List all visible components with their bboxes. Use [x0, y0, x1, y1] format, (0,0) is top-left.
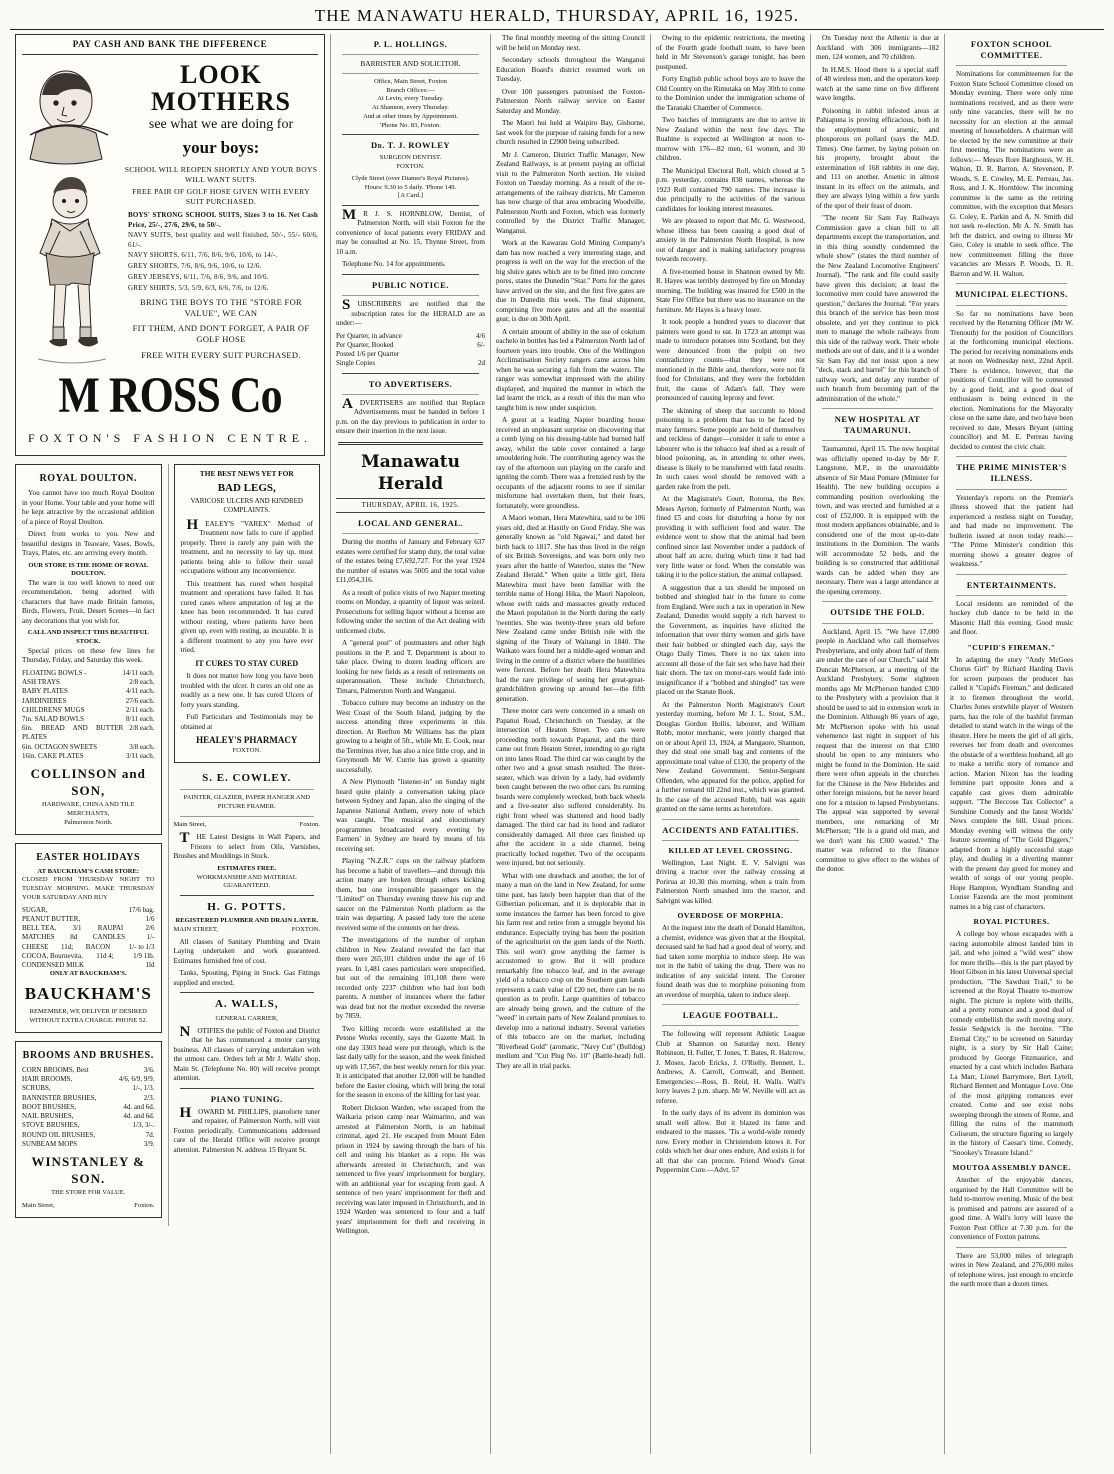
- price-label: CONDENSED MILK: [22, 960, 85, 969]
- ad-item: GREY SHIRTS, 5/3, 5/9, 6/3, 6/6, 7/6, to 12/6.: [128, 283, 269, 292]
- news-paragraph: Poisoning in rabbit infested areas at Pahiapuna is proving efficacious, both in the employment of arsenic, and phosporous on pollard (says the M.D. Times). One farmer, by laying poison on his property, brought about the extermination of 168 rabbits in one day, and 111 on another. Arsenic in almost instant in its effect on the animals, and they are always lying within a few yards of the spot of their feast of doom.: [816, 106, 939, 210]
- news-paragraph: At the Palmerston North Magistrate's Court yesterday morning, before Mr J. L. Stout, S.M., Douglas Gordon Hollis, labourer, and William Robb, motor mechanic, were jointly charged that on or about April 13, 1924, at Mangaore, Shannon, they did steal one small bag and contents of the approximate total value of £130, the property of the New Zealand Government. Senior-Sergeant Offenden, who appeared for the police, applied for a further remand till 22nd inst., which was granted. In the case of the accused Robb, bail was again granted on the same terms as heretofore.: [656, 700, 805, 813]
- price-label: 16in. CAKE PLATES: [22, 751, 84, 760]
- price-label: MATCHES: [22, 933, 55, 942]
- local-and-general-head: LOCAL AND GENERAL.: [357, 517, 464, 528]
- morphia-body: At the inquest into the death of Donald Hamilton, a chemist, evidence was given that at the Hospital, deceased said he had had a good deal of worry, and had taken some morphia to induce sleep. He was not in the habit of taking the drug. There was no indication of any suicidal intent. The Coroner found death was due to morphine poisoning from an overdose of morphia, taken to induce sleep.: [656, 924, 805, 999]
- healeys-p1: HEALEY'S "VAREX" Method of Treatment now fails to cure if applied properly. There is rarely any pain with the treatment, and no necessity to lay up, most patients being able to follow their usual occupations without any inconvenience.: [180, 516, 313, 576]
- price-value: 1/9 1lb.: [133, 951, 155, 960]
- price-value: 4/11 each.: [125, 687, 155, 696]
- news-paragraph: In H.M.S. Hood there is a special staff of 48 wireless men, and the operators keep watch at the same time on five different wave lengths.: [816, 65, 939, 102]
- doulton-sub-2: CALL AND INSPECT THIS BEAUTIFUL STOCK.: [27, 629, 149, 646]
- outside-the-fold-head: OUTSIDE THE FOLD.: [830, 607, 925, 618]
- news-paragraph: A suggestion that a tax should be imposed on bobbed and shingled hair in the future to come from England. Were such a tax in operation in New Zealand, Dunedin would supply a rich harvest to the Government, as inquiries have elicited the information that over thirty women and girls have their hair bobbed or shingled each day, says the Otago Daily Times. There is no tax taken into account all those of the fair sex who have had their hair shorn. The tax on motor-cars would fade into insignificance if a "bobbed and shingled" tax were placed on the Statute Book.: [656, 583, 805, 696]
- news-paragraph: Two batches of immigrants are due to arrive in New Zealand within the next few days. The Ruahine is expected at Wellington at noon to-morrow with 176—82 men, 61 women, and 30 children.: [656, 116, 805, 162]
- price-row: [22, 924, 155, 933]
- price-label: JARDINIERES: [22, 696, 67, 705]
- herald-dateline: THURSDAY, APRIL 16, 1925.: [336, 498, 485, 513]
- price-value: 3/6.: [143, 1065, 155, 1074]
- rate-label: Per Quarter, in advance: [336, 331, 402, 340]
- hollings-line: At Levin, every Tuesday.: [377, 95, 444, 103]
- rate-value: [479, 350, 485, 359]
- price-value: 3/9.: [143, 1139, 155, 1148]
- price-value: 1/-: [146, 933, 155, 942]
- ad-mross: [15, 34, 325, 456]
- mross-logo: [22, 367, 318, 447]
- ad-line-1: SCHOOL WILL REOPEN SHORTLY AND YOUR BOYS WILL WANT SUITS.: [124, 165, 318, 185]
- price-label: 7in. SALAD BOWLS: [22, 714, 85, 723]
- price-mid2: RAUPAI: [97, 924, 124, 933]
- news-paragraph: At the Magistrate's Court, Rotorua, the Rev. Meses Ayrton, formerly of Palmerston North, was fined £5 and costs for disturbing a horse by not providing it with sufficient food and water. The evidence went to show that the animal had been confined since last November under a paddock of about half an acre, during which time it had had very little water or food. When the constable was taking it to the police station, the animal collapsed.: [656, 495, 805, 579]
- ad-item: GREY SHORTS, 7/6, 8/6, 9/6, 10/6, to 12/6.: [128, 262, 262, 271]
- rowley-card: [A Card.]: [398, 192, 423, 200]
- price-row: [22, 1075, 155, 1084]
- cupids-fireman-body: In adapting the story "Andy McGees Chorus Girl" by Richard Harding Davis for screen purposes the producer has called it "Cupid's Fireman," and dedicated it to firemen throughout the world. Charles Jones erstwhile player of Western parts, has the role of the bashful fireman detailed to stand watch in the wings of the theatre. Here he meets the girl of all girls, reverses her from death and overcomes the obstacle of a worthless husband, all go to make a terrific story of romance and action. Marion Nixon has the leading feminine part opposite Jones and a capable cast gives them admirable support. "The Beccose Tax Collector" a Sunshine Comedy and the latest Worlds' News complete the bill. Usual prices. Monday evening will witness the only feature screening of "The Gold Diggers," adapted from a highly successful stage play, and dealing in a diverting manner with the present day greed for money and wealth of songs of our young people. Hope Hampton, Wyndham Standing and Louise Fazenda are the most prominent names in a big cast of characters.: [950, 655, 1073, 911]
- healeys-bad-legs: BAD LEGS,: [217, 481, 276, 494]
- price-label: SUNBEAM MOPS: [22, 1139, 78, 1148]
- news-paragraph: On Tuesday next the Athenic is due at Auckland with 306 immigrants—182 men, 124 women, and 70 children.: [816, 34, 939, 61]
- hollings-line: And at other times by Appointment.: [363, 112, 458, 120]
- hollings-line: Office, Main Street, Foxton: [374, 77, 447, 85]
- healeys-p5: Full Particulars and Testimonials may be obtained at: [180, 713, 313, 731]
- ad-closing-1: BRING THE BOYS TO THE "STORE FOR VALUE", WE CAN: [139, 296, 302, 319]
- price-row: [22, 1140, 155, 1149]
- price-label: SCRUBS,: [22, 1084, 51, 1093]
- level-crossing-body: Wellington, Last Night. E. V. Salvigni was driving a tractor over the railway crossing at Porirua at 10.30 this morning, when a train from Palmerston North smashed into the tractor, and Salvigni was killed.: [656, 858, 805, 905]
- price-mid: 8d: [70, 933, 78, 942]
- rate-row: [336, 341, 485, 350]
- news-paragraph: It took people a hundred years to discover that painters were good to eat. In 1723 an attempt was made to introduce potatoes into Scotland, but they were denounced from the pulpit on two contradictory counts—that they were not mentioned in the Bible and, therefore, were not fit food for Christians, and they were the forbidden fruit, the cause of Adam's fall. They were pronounced of causing leprosy and fever.: [656, 318, 805, 402]
- price-label: ASH TRAYS: [22, 678, 60, 687]
- hollings-sub: BARRISTER AND SOLICITOR.: [360, 59, 461, 69]
- price-row: [22, 933, 155, 942]
- price-label: BABY PLATES: [22, 687, 68, 696]
- price-row: [22, 715, 155, 724]
- address-right: Foxton.: [299, 820, 320, 828]
- cupids-fireman-head: "CUPID'S FIREMAN.": [967, 642, 1056, 652]
- easter-sub: AT BAUCKHAM'S CASH STORE:: [37, 867, 140, 875]
- news-paragraph: Playing "N.Z.R." cups on the railway platform has become a habit of travellers—and through this action many are broken through others kicking them, but one irresponsible passenger on the "Limited" on Thursday evening threw his cup and saucer on the Palmerston North platform as the train was departing. A passed lady tore the scene received some of the contents on her dress.: [336, 857, 485, 932]
- public-notice-body: SUBSCRIBERS are notified that the subscription rates for the HERALD are as under:—: [336, 297, 485, 328]
- news-paragraph: Secondary schools throughout the Wanganui Education Board's district resumed work on Tuesday.: [496, 56, 645, 83]
- rate-label: Single Copies: [336, 359, 376, 368]
- news-paragraph: Three motor cars were concerned in a smash on Papanui Road, Christchurch on Tuesday, at the intersection of Heaton Street. Two cars were proceeding north towards Papanui, and the third came out from Heaton Street, intending to go right on into lanes Road. The third car was caught by the other two and a great smash resulted. The three-seater, which was driven by a lady, had evidently been caught between the two other cars. Its running boards were completely wrecked, both back wheels and a five-seater also suffered considerably. Its right front wheel was shattered and hood badly damaged. The third car had its hood and radiator considerably damaged. All three cars finished up after the accident in a side channel, being practically locked together. Two of the occupants were injured, but not seriously.: [496, 707, 645, 867]
- rowley-hours: Hours: 9.30 to 5 daily. 'Phone 149.: [364, 183, 457, 191]
- winstanley-sub: THE STORE FOR VALUE.: [51, 1189, 126, 1197]
- column-7: [944, 34, 1078, 1454]
- potts-address: [174, 926, 321, 935]
- collinson-town: Palmerston North.: [64, 818, 113, 826]
- news-paragraph: A "general post" of postmasters and other high positions in the P. and T. Department is about to take place. Owing to dozen leading officers are looking for new fields as a result of retirements on superannuation. These include Christchurch, Timaru, Palmerston North and Wanganui.: [336, 639, 485, 695]
- price-row: [22, 961, 155, 970]
- to-advertisers-head: TO ADVERTISERS.: [368, 378, 453, 389]
- ad-subline-2: your boys:: [182, 137, 260, 157]
- new-hospital-head: NEW HOSPITAL AT TAUMARUNUI.: [834, 414, 921, 436]
- price-label: ROUND OIL BRUSHES,: [22, 1130, 96, 1139]
- royal-pictures-head: ROYAL PICTURES.: [973, 917, 1050, 927]
- doulton-title: ROYAL DOULTON.: [39, 472, 137, 484]
- price-label: BANNISTER BRUSHES,: [22, 1093, 97, 1102]
- rate-value: 4/6: [476, 331, 485, 340]
- news-paragraph: Mr J. Cameron, District Traffic Manager, New Zealand Railways, is at present paying an official visit to the Palmerston North section. He visited Foxton on Tuesday morning. As a result of the re-arrangements of the railway districts, Mr Cameron has now charge of that area embracing Woodville, Palmerston North and Foxton, which was formerly controlled by the District Traffic Manager, Wanganui.: [496, 150, 645, 235]
- price-value: 2/8 each.: [129, 678, 155, 687]
- hollings-line: At Shannon, every Thursday.: [372, 104, 449, 112]
- price-value: 1/6: [145, 914, 155, 923]
- news-paragraph: What with one drawback and another, the lot of many a man on the land in New Zealand, for some time past, has lately been happier than that of the Gilbertian policeman, and it is deplorable that in some instances the farmer has been forced to give his farm rest and retire from a struggle beyond his endurance. Especially trying has been the position of the agriculturist on the gum lands of the North. This soil won't grow anything the farmer is accustomed to grow. But it will produce remarkably fine tobacco leaf, and in the average yield of a tobacco crop on the Southern gum lands represents a cash value of £20 net, there can be no question as to profit. Large quantities of tobacco are already being grown, and the culture of the "weed" in certain parts of New Zealand promises to develop into a national industry. Several varieties of this tobacco are on the market, including "Riverhead Gold" (aromatic, "Navy Cut" (Bulldog) medium and "Cut Plug No. 10" (Battle-head) full. They are all in trial packs.: [496, 871, 645, 1070]
- price-label: PEANUT BUTTER,: [22, 914, 81, 923]
- ad-subline: see what we are doing for: [148, 117, 294, 133]
- moutoa-dance-head: MOUTOA ASSEMBLY DANCE.: [952, 1163, 1071, 1173]
- news-paragraph: During the months of January and February 637 estates were certified for stamp duty, the total value of the estates being £7,692,727. For the year 1924 the number of estates was 5005 and the total value £11,054,316.: [336, 538, 485, 585]
- price-value: 2/3.: [143, 1093, 155, 1102]
- news-paragraph: The final monthly meeting of the sitting Council will be held on Monday next.: [496, 34, 645, 52]
- news-paragraph: "The recent Sir Sam Fay Railways Commission gave a clean bill to all departments except the transportation, and in this thing soundly condemned the whole show" (states the third number of the New Zealand Locomotive Engineers' Journal). "The rank and file could easily have given this decision; at least the locomotive men could have answered the question," declares the Journal. "For years this branch of the service has been most obsolete, and yet they continue to pick men to manage the whole railways from this side of the railway work. Their whole methods are out of date, and it is a wonder Sir Sam Fay did not insist upon a new "deck, stack and barrel" for this branch of railway work, and delay any number of such branch from becoming part of the administration of the whole.": [816, 214, 939, 403]
- price-row: [22, 678, 155, 687]
- royal-pictures-body: A college boy whose escapades with a racing automobile almost landed him in jail, and who joined a "wild west" show for more thrills—this is the part played by Hoot Gibson in his latest Universal special production, "The Sawdust Trail," to be screened at the Royal Theatre to-morrow night. The picture is replete with thrills, and a pretty romance and a good deal of comedy embellish the swift moving story. Jessie Sedgwick is the heroine. "The Eternal City," to be screened on Saturday night, is a story by Sir Hall Caine; produced by George Fitzmaurice, and enacted by a cast which includes Barbara La Marr, Lionel Barrymore, Bert Lytell, Richard Bennett and Montague Love. One of the most gripping romances ever created. Come and see exist nobs sweeping through the streets of Rome, and filling the ruins of the mammoth Coliseum, the structure figuring so largely in the history of Caesar's time. Comedy, "Snookey's Treasure Island.": [950, 930, 1073, 1157]
- walls-name: A. WALLS,: [214, 998, 279, 1011]
- news-paragraph: The investigations of the number of orphan children in New Zealand revealed the fact that there were 265,101 children under the age of 16 years. In 1,481 cases particulars were unspecified, but out of the remaining 101,108 there were recorded only 2237 children who had lost both parents. A number of instances where the father was dead but not the mother exceeded the reverse by 7859.: [336, 936, 485, 1021]
- winstanley-address: [22, 1202, 155, 1211]
- price-label: SUGAR,: [22, 905, 48, 914]
- cowley-estimates: ESTIMATES FREE.: [217, 864, 277, 872]
- price-value: 1/- to 1/3: [128, 942, 155, 951]
- doulton-sub-1: OUR STORE IS THE HOME OF ROYAL DOULTON.: [28, 561, 149, 578]
- doulton-p1: You cannot have too much Royal Doulton in your Home. Your table and your home will be kept attractive by the occasional addition of a piece of Royal Doulton.: [22, 489, 155, 526]
- municipal-elections-head: MUNICIPAL ELECTIONS.: [955, 289, 1068, 300]
- price-mid: 11d 4;: [96, 951, 114, 960]
- price-value: 2/11 each.: [125, 705, 155, 714]
- ad-healeys-varex: [174, 464, 321, 763]
- hornblow-notice: MR J. S. HORNBLOW, Dentist, of Palmerston North, will visit Foxton for the convenience of local patients every FRIDAY and may be consulted at No. 15, Thynne Street, from 10 a.m.: [336, 206, 485, 256]
- ad-item: NAVY SUITS, best quality and well finished, 50/-, 55/- 60/6, 61/-.: [128, 231, 318, 249]
- league-football-head: LEAGUE FOOTBALL.: [682, 1010, 779, 1021]
- cowley-name: S. E. COWLEY.: [202, 771, 292, 784]
- price-mid2: CANDLES: [92, 933, 126, 942]
- mross-logo-sub: FOXTON'S FASHION CENTRE.: [27, 430, 313, 445]
- piano-body: HOWARD M. PHILLIPS, pianoforte tuner and repairer, of Palmerston North, will visit Foxton periodically. Communications addressed care of the Herald Office will receive prompt attention. Palmerston N. address 15 Bryant St.: [173, 1104, 320, 1154]
- price-value: 1/3, 3/-.: [132, 1121, 155, 1130]
- mross-logo-text: M ROSS Co: [58, 367, 282, 424]
- news-paragraph: Over 100 passengers patronised the Foxton-Palmerston North railway service on Easter Saturday and Monday.: [496, 87, 645, 115]
- level-crossing-head: KILLED AT LEVEL CROSSING.: [668, 845, 793, 855]
- public-notice-head: PUBLIC NOTICE.: [372, 279, 449, 290]
- price-value: 1ld: [145, 960, 155, 969]
- foxton-school-committee-body: Nominations for committeemen for the Foxton State School Committee closed on Monday evening. There were only nine nominations received, and as there were only nine vacancies, there will be no necessity for an election at the annual meeting of householders. A chairman will be elected by the new committee at their first meeting. The nominations were as follows:— Messrs Rore Barghouss, W. H. Walton, D. R. Barron, A. Stevenson, P. Woods, S. E. Cowley, M. E. Perreau, Jas. Ross, and J. K. Hornblow. The incoming committee is the same as the retiring committee, with the exception that Messrs G. Coley, E. Parkin and A. N. Smith did not seek re-election. Mr A. N. Smith has left the district, and owing to illness Mr Geo. Coley is unable to seek office. The new committeemen filling the three vacancies are Messrs P. Woods, D. R. Barron and W. H. Walton.: [950, 70, 1073, 278]
- price-label: COCOA, Bournevita,: [22, 951, 83, 960]
- to-advertisers-body: ADVERTISERS are notified that Replace Advertisements must be handed in before 1 p.m. on the day previous to publication in order to ensure their insertion in the next issue.: [336, 395, 485, 436]
- price-value: 17/6 bag.: [128, 905, 155, 914]
- price-label: STOVE BRUSHES,: [22, 1121, 80, 1130]
- price-row: [22, 952, 155, 961]
- ad-item: NAVY SHORTS, 6/11, 7/6, 8/6, 9/6, 10/6, to 14/-.: [128, 251, 278, 260]
- price-row: [22, 724, 155, 742]
- news-paragraph: A guest at a leading Napier boarding house received an unpleasant surprise on discovering that a comb lying on his dressing-table had burned half away, whilst the table cover contained a large smouldering hole. The contributing agency was the ray of the afternoon sun playing on the carafe and igniting the comb. There was a frenzied rush by the occupants of the adjacent rooms to see if similar misfortune had overtaken them, but their fears, fortunately, were groundless.: [496, 416, 645, 510]
- price-value: 7d.: [145, 1130, 155, 1139]
- price-value: 2/8 each.: [129, 724, 155, 733]
- outside-the-fold-body: Auckland, April 15. "We have 17,000 people in Auckland who call themselves Presbyterians, and only about half of them are under the care of our Church," said Mr Duncan McPherson, at a meeting of the Auckland Presbytery. Some eighteen months ago Mr McPherson handed £300 to the Presbytery with a provision that it should be used to aid in extension work in the Dominion. Although 86 years of age, Mr McPherson spoke with his usual vehemence last night in support of his request that the interest on that £300 should be open to any ministers who might be found in the Dominion. He said there were often appeals in the churches for the Chinese in the New Hebrides and other foreign missions, but he never heard one for a mission to lapsed Presbyterians. The appeal was supported by several members, one remarking of Mr McPherson; "He is a grand old man, and we don't want his £300 wasted." The matter was referred to the finance committee to give effect to the wishes of the donor.: [816, 627, 939, 874]
- bauckhams-name: BAUCKHAM'S: [24, 983, 152, 1003]
- potts-body-2: Tanks, Spouting, Piping in Stock. Gas Fittings supplied and erected.: [173, 969, 320, 987]
- address-right: Foxton.: [134, 1202, 155, 1210]
- news-paragraph: The skinning of sheep that succumb to blood poisoning is a problem that has to be faced by many farmers. Some people are bold of themselves and reckless of danger—consider it safe to enter a labourer who is the tobacco leaf shed as a result of blood poisoning, as, in attending to other ewes, disease is likely to be transferred with fatal results. In such cases wool should be removed with a garden rake from the pelt.: [656, 406, 805, 491]
- price-row: [22, 743, 155, 752]
- price-value: 3/8 each.: [129, 742, 155, 751]
- rowley-town: FOXTON.: [396, 163, 425, 171]
- subscription-rates: [336, 332, 485, 369]
- price-label: BELL TEA,: [22, 924, 57, 933]
- boy-illustration: [22, 59, 118, 363]
- hollings-head: P. L. HOLLINGS.: [373, 39, 448, 49]
- news-paragraph: Two killing records were established at the Petone Works recently, says the Gazette Mail. In one day 3303 head were put through, which is the last daily tally for the season, and the week finished up with 17,567, the best weekly return for this year. It is anticipated that another 12,000 will be handled before the Easter closing, which will bring the total for the season in excess of the killing for last year.: [336, 1024, 485, 1100]
- ad-item: GREY JERSEYS, 6/11, 7/6, 8/6, 9/6, and 10/6.: [128, 272, 269, 281]
- ad-brooms-brushes: [15, 1041, 162, 1218]
- price-row: [22, 906, 155, 915]
- price-row: [22, 943, 155, 952]
- news-paragraph: A five-roomed house in Shannon owned by Mr. R. Hayes was terribly destroyed by fire on Monday morning. The building was insured for £500 in the State Fire Office but there was no insurance on the furniture. Mr Hayes is a heavy loser.: [656, 267, 805, 314]
- rate-row: [336, 332, 485, 341]
- pay-cash-banner: PAY CASH AND BANK THE DIFFERENCE: [22, 39, 318, 55]
- news-paragraph: Forty English public school boys are to leave the Old Country on the Rimutaka on May 30th to come to the Dominion under the immigration scheme of the Taranaki Chamber of Commerce.: [656, 75, 805, 112]
- price-row: [22, 697, 155, 706]
- price-label: 6in. BREAD AND BUTTER PLATES: [22, 724, 124, 742]
- news-paragraph: We are pleased to report that Mr. G. Westwood, whose illness has been causing a good deal of anxiety in the Palmerston North Hospital, is now out of danger and is making satisfactory progress towards recovery.: [656, 217, 805, 263]
- healeys-news-head: THE BEST NEWS YET FOR: [199, 468, 294, 478]
- easter-line: CLOSED FROM THURSDAY NIGHT TO TUESDAY MORNING. MAKE THURSDAY YOUR SATURDAY AND BUY: [22, 876, 155, 901]
- price-value: 14/11 each.: [122, 668, 155, 677]
- price-row: [22, 1112, 155, 1121]
- rowley-head: Dr. T. J. ROWLEY: [370, 140, 451, 151]
- healeys-p4: It does not matter how long you have been troubled with the ulcer. It cures an old one as readily as a new one. It has cured Ulcers of forty years standing.: [180, 672, 313, 709]
- easter-price-list: [22, 906, 155, 971]
- news-paragraph: A New Plymouth "listener-in" on Sunday night heard quite plainly a conversation taking place between Sydney and Japan, also the singing of the Japanese National Anthem, every note of which was caught. The musical and elocutionary programmes broadcasted every evening by Farmers' in Sydney are heard by means of his receiving set.: [336, 778, 485, 853]
- ad-easter-holidays: [15, 843, 162, 1033]
- price-label: BOOT BRUSHES,: [22, 1102, 76, 1111]
- rate-value: 2d: [478, 359, 485, 368]
- column-3: [330, 34, 490, 1454]
- morphia-head: OVERDOSE OF MORPHIA.: [677, 911, 784, 921]
- entertainments-head: ENTERTAINMENTS.: [966, 579, 1057, 590]
- cowley-guarantee: WORKMANSHIP AND MATERIAL GUARANTEED.: [196, 873, 297, 890]
- doulton-price-list: [22, 669, 155, 761]
- brooms-price-list: [22, 1066, 155, 1149]
- price-row: [22, 687, 155, 696]
- column-1: [10, 34, 330, 1454]
- price-row: [22, 1094, 155, 1103]
- price-label: HAIR BROOMS,: [22, 1075, 73, 1084]
- price-mid2: BACON: [85, 942, 111, 951]
- cowley-sub: PAINTER, GLAZIER, PAPER HANGER AND PICTURE FRAMER.: [183, 794, 311, 810]
- price-row: [22, 1084, 155, 1093]
- price-value: 4d. and 6d.: [123, 1112, 155, 1121]
- news-paragraph: Robert Dickson Warden, who escaped from the Waikaria prison camp near Waimarino, and was arrested at Palmerston North, is an habitual criminal, aged 21. He escaped from Mount Eden prison in 1924 by sawing through the bars of his cell and using his blanket as a rope. He was afterwards arrested in Christchurch, and was sentenced to five years' imprisonment for burglary, with an additional year for escaping from gaol. A sentence of two years' imprisonment for theft and receiving was later imposed in Christchurch, and in 1924 Warden was sentenced to four and a half years' imprisonment for theft and receiving in Wellington.: [336, 1103, 485, 1236]
- entertainments-body: Local residents are reminded of the hockey club dance to be held in the Masonic Hall this evening. Good music and floor.: [950, 599, 1073, 637]
- price-label: CHEESE: [22, 942, 49, 951]
- moutoa-dance-body: Another of the enjoyable dances, organised by the Hall Committee will be held to-morrow evening. Music of the best is promised and patrons are assured of a good time. A Wall's lorry will leave the Foxton Post Office at 7.30 p.m. for the convenience of Foxton patrons.: [950, 1176, 1073, 1242]
- column-5: [650, 34, 810, 1454]
- cowley-p1: THE Latest Designs in Wall Papers, and Friezes to select from Oils, Varnishes, Brushes and Mouldings in Stock.: [173, 830, 320, 861]
- potts-sub: REGISTERED PLUMBER AND DRAIN LAYER.: [175, 917, 318, 925]
- new-hospital-body: Taumarunui, April 15. The new hospital was officially opened to-day by Mr F. Langstone, M.P., in the unavoidable absence of Sir Maui Pomare (Minister for Health). The new building occupies a commanding position overlooking the town, and was erected and furnished at a cost of £52,000. It is equipped with the most modern appliances obtainable, and is considered one of the most up-to-date institutions in the Dominion. The wards will accommodate 52 beds, and the building is so constructed that additional wards can be added when they are necessary. There was a large attendance at the opening ceremony.: [816, 445, 939, 596]
- pm-illness-head: THE PRIME MINISTER'S ILLNESS.: [956, 462, 1067, 484]
- rate-label: Per Quarter, Booked: [336, 340, 394, 349]
- cowley-address: [174, 821, 321, 830]
- price-label: CHILDRENS' MUGS: [22, 705, 85, 714]
- price-label: FLOATING BOWLS -: [22, 668, 87, 677]
- masthead-title: THE MANAWATU HERALD, THURSDAY, APRIL 16, 1925.: [10, 6, 1104, 30]
- rate-row: [336, 350, 485, 359]
- column-6: [810, 34, 944, 1454]
- ad-line-2: FREE PAIR OF GOLF HOSE GIVEN WITH EVERY SUIT PURCHASED.: [132, 187, 310, 207]
- price-row: [22, 915, 155, 924]
- address-right: FOXTON.: [291, 926, 320, 934]
- price-row: [22, 1103, 155, 1112]
- brooms-title: BROOMS AND BRUSHES.: [22, 1049, 154, 1061]
- pm-illness-body: Yesterday's reports on the Premier's illness showed that the patient had experienced a restless night on Tuesday, and had made no improvement. The bulletin issued at noon today reads:— "The Prime Minister's condition this morning shows a greater degree of weakness.": [950, 493, 1073, 569]
- news-paragraph: Work at the Kawarau Gold Mining Company's dam has now reached a very interesting stage, and progress is well on the way for the erection of the big sluice gates which are to be fitted into concrete pores, states the Dunedin "Star." Ports for the gates have arrived on the site, and the first five gates are due in Dunedin this week. The final shipment, comprising five more gates and all the essential gear, is due on 30th April.: [496, 239, 645, 323]
- news-paragraph: A Maori woman, Hera Matewhira, said to be 106 years old, died at Hastily on Good Friday. She was generally known as "old Ngawai," and dated her birth back to 1817. She has thus lived in the reign of six British Sovereigns, and was born only two years after the battle of Waterloo, states the "New Zealand Herald." When quite a little girl, Hera Matewhira must have been familiar with the terrible name of Hongi Hika, the Maori Napoleon, whose swift raids and massacres greatly reduced the Maori population in the North during the early 'twenties. She was twenty-three years old before New Zealand came under British rule with the signing of the Treaty of Waitangi in 1840. The Waikato wars found her a middle-aged woman and living in the centre of a district where the hostilities were fiercest. Before her death Hera Matewhira had the rare privilege of seeing her great-great-grandchildren growing up around her—the fifth generation.: [496, 514, 645, 703]
- healeys-cures: IT CURES TO STAY CURED: [195, 658, 299, 668]
- hollings-line: Branch Offices:—: [386, 86, 435, 94]
- price-value: 1/-, 1/3.: [132, 1084, 155, 1093]
- ad-closing-2: FIT THEM, AND DON'T FORGET, A PAIR OF GOLF HOSE: [132, 323, 310, 345]
- foxton-school-committee-head: FOXTON SCHOOL COMMITTEE.: [970, 39, 1053, 61]
- ad-headline: LOOK MOTHERS: [151, 59, 291, 117]
- price-row: [22, 1131, 155, 1140]
- winstanley-firm: WINSTANLEY & SON.: [31, 1154, 145, 1187]
- price-value: 8/11 each.: [125, 714, 155, 723]
- price-value: 4/6, 6/9, 9/9.: [118, 1075, 155, 1084]
- ad-list-head: BOYS' STRONG SCHOOL SUITS, Sizes 3 to 16. Net Cash Price, 25/-, 27/6, 29/6, to 50/-.: [128, 211, 318, 229]
- price-row: [22, 706, 155, 715]
- news-paragraph: The Maori hui held at Waipiro Bay, Gisborne, last week for the purpose of raising funds for a new church resulted in £2900 being subscribed.: [496, 119, 645, 146]
- price-label: 6in. OCTAGON SWEETS: [22, 742, 98, 751]
- walls-body: NOTIFIES the public of Foxton and District that he has commenced a motor carrying business. All classes of carrying undertaken with the utmost care. Orders left at Mr J. Walls' shop, Main St. (Telephone No. 80) will receive prompt attention.: [173, 1023, 320, 1083]
- price-mid: 11d;: [61, 942, 74, 951]
- price-label: NAIL BRUSHES,: [22, 1112, 74, 1121]
- price-row: [22, 1066, 155, 1075]
- news-paragraph: A certain amount of ability in the use of cokrium eachelo in bottles has led a Palmerston North lad of fourteen years into trouble. One of the Wellington Acclimatisation Society rangers came across him when he was securing a fish from the waters. The ranger was somewhat impressed with the ability displayed, and inquired the manner in which the lad learnt the trick, as a result of this the man who taught him is now under suspicion.: [496, 327, 645, 412]
- address-left: Main Street,: [173, 820, 207, 828]
- price-value: 27/6 each.: [125, 696, 155, 705]
- bauckhams-remember: REMEMBER, WE DELIVER IF DESIRED WITHOUT EXTRA CHARGE. PHONE 52.: [29, 1008, 148, 1025]
- price-value: 3/11 each.: [125, 751, 155, 760]
- healeys-town: FOXTON.: [232, 746, 261, 754]
- price-row: [22, 669, 155, 678]
- price-value: 4d. and 6d.: [123, 1102, 155, 1111]
- news-paragraph: Tobacco culture may become an industry on the West Coast of the South Island, judging by the success attending three experiments in this direction. At Reefton Mr Williams has the plant growing to a height of 5ft., while Mr. E. Cook, near the Terminus river, has also a nice little crop, and in Greymouth Mr W. Currie has grown a quantity successfully.: [336, 699, 485, 774]
- rowley-sub: SURGEON DENTIST.: [379, 154, 442, 162]
- telegraph-filler: There are 53,000 miles of telegraph wires in New Zealand, and 276,000 miles of telephone wires, just enough to encircle the earth more than a dozen times.: [950, 1251, 1073, 1289]
- rate-value: 6/-: [477, 340, 485, 349]
- price-row: [22, 1121, 155, 1130]
- potts-name: H. G. POTTS.: [207, 900, 287, 913]
- price-mid: 3/1: [72, 924, 82, 933]
- address-left: Main Street,: [22, 1202, 55, 1210]
- collinson-sub: HARDWARE, CHINA AND TILE MERCHANTS,: [41, 801, 135, 818]
- rate-row: [336, 359, 485, 368]
- healeys-p2: This treatment has cured when hospital treatment and operations have failed. It has cured cases where amputation of leg at the knee has been recommended. It has cured without resting, where patients have been given up, even with resting, as incurable. It is a different treatment to any you have ever tried.: [180, 579, 313, 655]
- doulton-p4: Special prices on these few lines for Thursday, Friday, and Saturday this week.: [22, 646, 155, 665]
- doulton-p3: The ware is too well known to need our recommendation, being adorned with characters that have made Britain famous, Birds, Flowers, Fruit, Desert Scenes—in fact any decorations that you wish for.: [22, 578, 155, 625]
- ad-closing-3: FREE WITH EVERY SUIT PURCHASED.: [141, 349, 301, 360]
- walls-sub: GENERAL CARRIER,: [215, 1014, 278, 1022]
- rate-label: Posted 1/6 per Quarter: [336, 350, 400, 359]
- price-value: 2/6: [145, 924, 155, 933]
- easter-title: EASTER HOLIDAYS: [36, 851, 141, 863]
- columns-container: [10, 34, 1104, 1454]
- news-paragraph: Owing to the epidemic restrictions, the meeting of the Fourth grade football team, to have been held in Mr Stevenson's garage tonight, has been postponed.: [656, 34, 805, 71]
- league-football-body: The following will represent Athletic League Club at Shannon on Saturday next. Henry Robinson, H. Fuller, T. Jones, T. Bates, R. Halcrow, J. Moses, Jacob Ericks, J. O'Rielly, Bennett, L. Andrews, A. Carroll, Cornwall, and Bennett. Emergencies:—Ross, B. Reid, H. Walls. Wall's lorry leaves 2 p.m. sharp. Mr W. Neville will act as referee.: [656, 1030, 805, 1105]
- peppermint-cure-advert: In the early days of its advent its dominion was small well allow. But it blazed its fame and endeared to the masses. 'Tis a world-wide remedy now. Every mother in Christendom knows it. For colds which her dear ones endure, And exists it for all that she can procure. Friend Wood's Great Peppermint Cure.—Advt. 57: [656, 1109, 805, 1175]
- column-2: [168, 464, 326, 1226]
- healeys-pharmacy: HEALEY'S PHARMACY: [196, 735, 298, 746]
- easter-only: ONLY AT BAUCKHAM'S.: [49, 970, 127, 978]
- price-label: CORN BROOMS, Best: [22, 1065, 89, 1074]
- address-left: MAIN STREET,: [173, 926, 219, 934]
- collinson-firm: COLLINSON and SON,: [30, 766, 146, 799]
- healeys-sub: VARICOSE ULCERS AND KINDRED COMPLAINTS.: [190, 497, 303, 515]
- potts-body: All classes of Sanitary Plumbing and Drain Laying undertaken and work guaranteed. Estimates furnished free of cost.: [173, 937, 320, 965]
- doulton-p2: Direct from works to you. New and beautiful designs in Teaware, Vases, Bowls, Trays, Plates, etc. are arriving every month.: [22, 530, 155, 557]
- municipal-elections-body: So far no nominations have been received by the Returning Officer (Mr W. Trenouth) for the position of Councillors at the forthcoming municipal elections. The period for receiving nominations ends at noon on Wednesday next, 22nd April. There is evidence, however, that the positions of Councillor will be contested by a good field, and a good deal of enthusiasm is being evinced in the election. Nominations for the Mayoralty close on the same date, and two have been received to date, Messrs Bryant (sitting councillor) and M. E. Perreau having decided to contest the civic chair.: [950, 309, 1073, 451]
- accidents-head: ACCIDENTS AND FATALITIES.: [662, 824, 799, 835]
- hornblow-phone: Telephone No. 14 for appointments.: [342, 260, 446, 269]
- news-paragraph: The Municipal Electoral Roll, which closed at 5 p.m. yesterday, contains 838 names, whereas the 1923 Roll contained 790 names. The increase is due principally to the activities of the various candidates for looking interest measures.: [656, 166, 805, 213]
- column-4: [490, 34, 650, 1454]
- manawatu-herald-masthead: Manawatu Herald: [360, 451, 461, 495]
- hollings-phone: 'Phone No. 83, Foxton.: [380, 121, 441, 129]
- news-paragraph: As a result of police visits of two Napier meeting rooms on Monday, a quantity of liquor was seized. Prosecutions for selling liquor without a license are following under the section of the Act dealing with unlicensed clubs.: [336, 588, 485, 635]
- piano-tuning-head: PIANO TUNING.: [210, 1093, 283, 1104]
- rowley-address: Clyde Street (over Diamer's Royal Pictures).: [351, 174, 470, 182]
- ad-royal-doulton: [15, 464, 162, 835]
- price-row: [22, 752, 155, 761]
